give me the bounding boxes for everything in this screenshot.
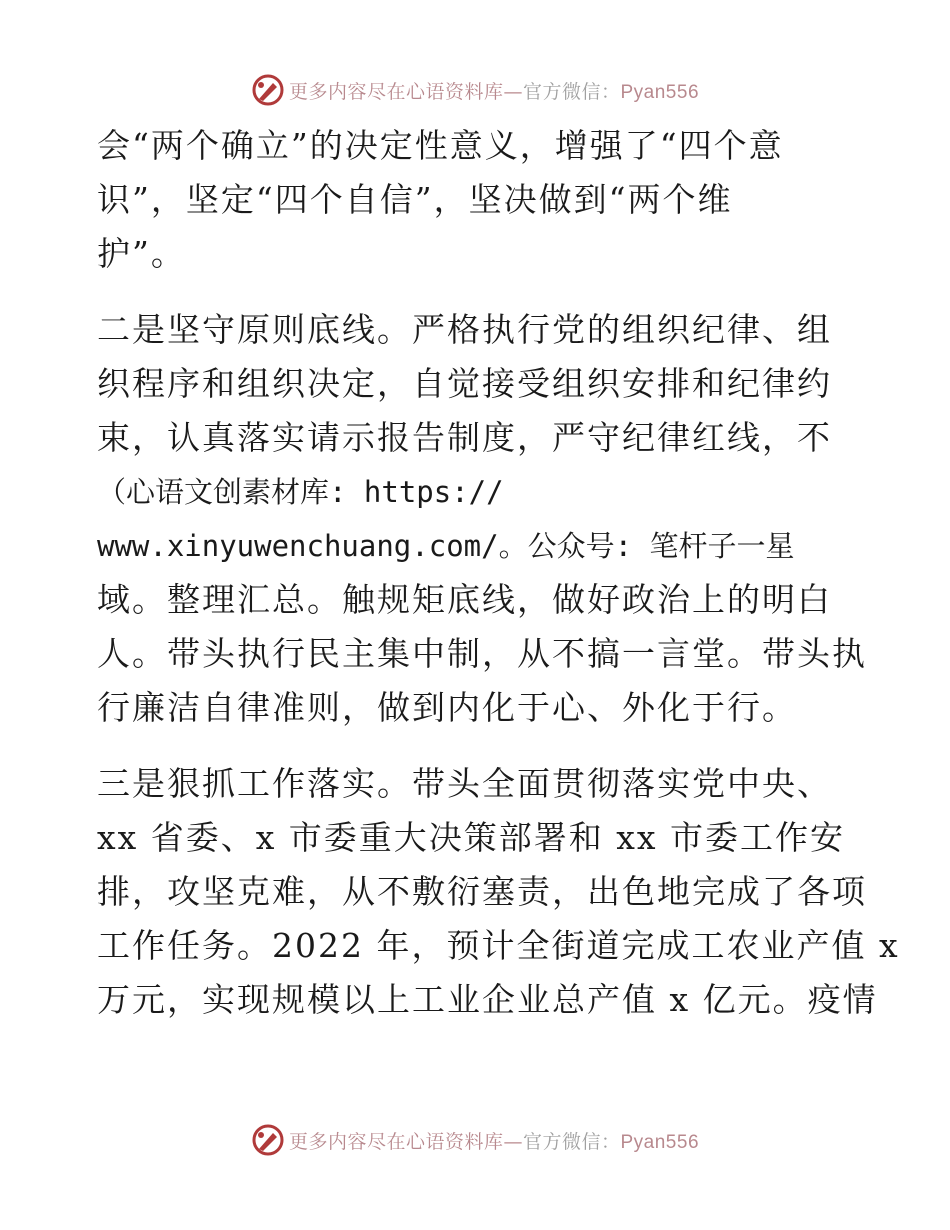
footer-banner	[0, 1120, 950, 1160]
text-line: 会“两个确立”的决定性意义，增强了“四个意	[97, 126, 784, 165]
document-body	[97, 119, 900, 1027]
text-line: 束，认真落实请示报告制度，严守纪律红线，不	[97, 418, 832, 457]
pen-logo-icon	[251, 1123, 285, 1157]
text-line: 人。带头执行民主集中制，从不搞一言堂。带头执	[97, 634, 867, 673]
header-text	[289, 77, 699, 104]
header-wechat-label: 官方微信：	[522, 80, 621, 103]
footer-brand: 更多内容尽在心语资料库	[288, 1130, 504, 1153]
text-line: 行廉洁自律准则，做到内化于心、外化于行。	[97, 688, 797, 727]
text-line: 二是坚守原则底线。严格执行党的组织纪律、组	[97, 310, 832, 349]
pen-logo-icon	[251, 73, 285, 107]
header-wechat-id: Pyan556	[620, 81, 700, 103]
text-line: 识”，坚定“四个自信”，坚决做到“两个维	[97, 180, 733, 219]
text-line: xx 省委、x 市委重大决策部署和 xx 市委工作安	[97, 818, 846, 857]
footer-dash: —	[503, 1130, 523, 1153]
footer-wechat-id: Pyan556	[620, 1131, 700, 1153]
text-line: 三是狠抓工作落实。带头全面贯彻落实党中央、	[97, 764, 832, 803]
header-brand: 更多内容尽在心语资料库	[288, 80, 504, 103]
text-line: 工作任务。2022 年，预计全街道完成工农业产值 x	[97, 926, 900, 965]
header-banner	[0, 70, 950, 110]
header-dash: —	[503, 80, 523, 103]
text-line: 域。整理汇总。触规矩底线，做好政治上的明白	[97, 580, 832, 619]
text-line: www.xinyuwenchuang.com/。公众号: 笔杆子一星	[97, 529, 795, 563]
footer-text	[289, 1127, 699, 1154]
footer-wechat-label: 官方微信：	[522, 1130, 621, 1153]
text-line: 万元，实现规模以上工业企业总产值 x 亿元。疫情	[97, 980, 878, 1019]
text-line: 织程序和组织决定，自觉接受组织安排和纪律约	[97, 364, 832, 403]
text-line: 护”。	[97, 234, 186, 273]
text-line: 排，攻坚克难，从不敷衍塞责，出色地完成了各项	[97, 872, 867, 911]
text-line: （心语文创素材库: https://	[97, 475, 504, 509]
